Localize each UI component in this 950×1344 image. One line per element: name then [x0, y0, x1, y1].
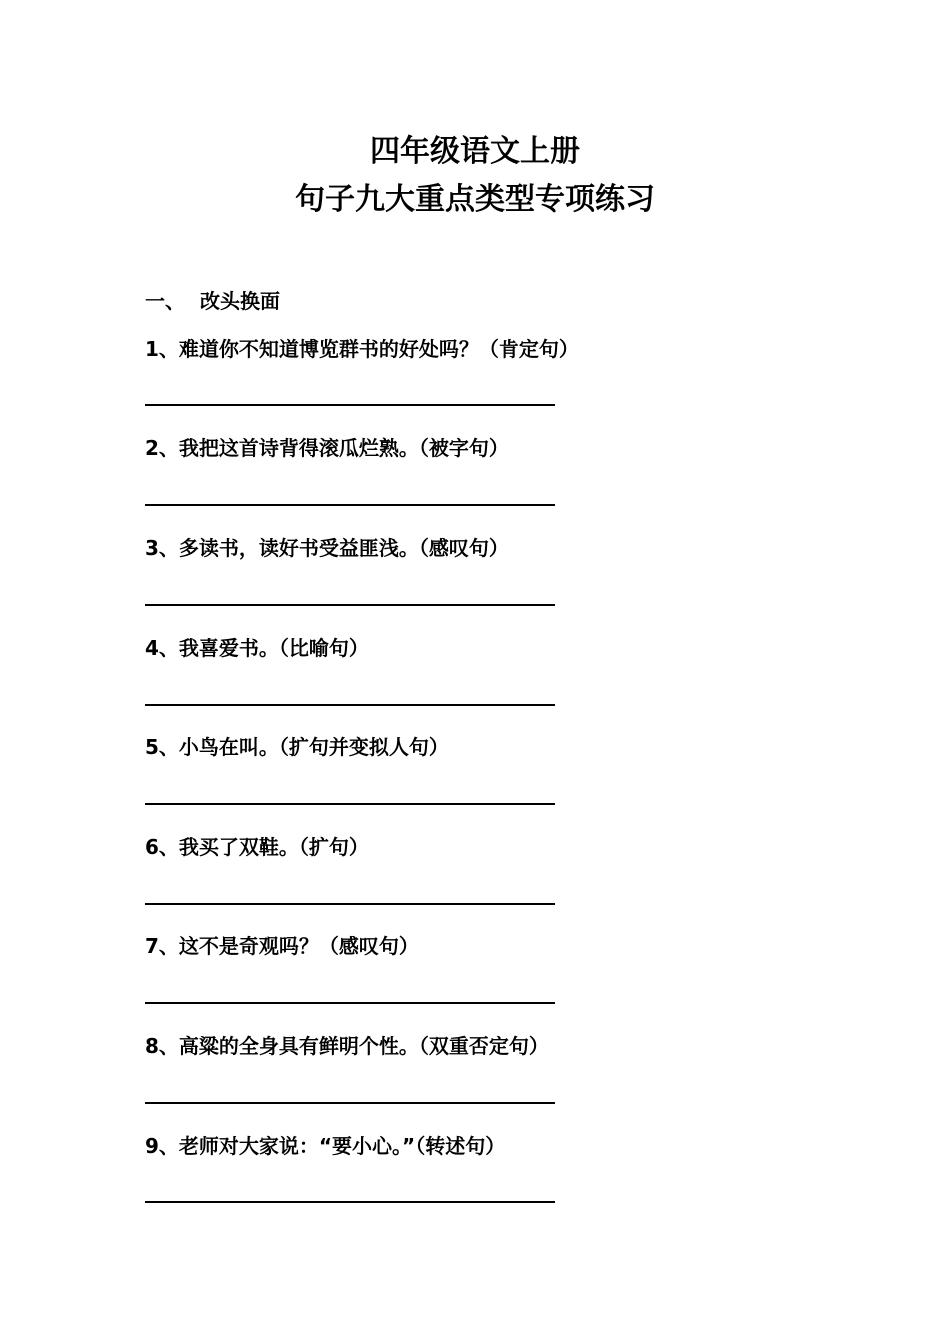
question-1: 1、难道你不知道博览群书的好处吗？（肯定句）: [145, 337, 579, 361]
answer-line-4[interactable]: [145, 704, 555, 706]
question-7: 7、这不是奇观吗？（感叹句）: [145, 934, 419, 958]
answer-line-8[interactable]: [145, 1102, 555, 1104]
answer-line-9[interactable]: [145, 1201, 555, 1203]
question-2: 2、我把这首诗背得滚瓜烂熟。（被字句）: [145, 436, 509, 460]
question-3: 3、多读书，读好书受益匪浅。（感叹句）: [145, 536, 509, 560]
question-6: 6、我买了双鞋。（扩句）: [145, 835, 369, 859]
answer-line-2[interactable]: [145, 504, 555, 506]
answer-line-1[interactable]: [145, 404, 555, 406]
page-subtitle: 句子九大重点类型专项练习: [295, 182, 655, 217]
question-4: 4、我喜爱书。（比喻句）: [145, 636, 369, 660]
answer-line-6[interactable]: [145, 903, 555, 905]
answer-line-5[interactable]: [145, 803, 555, 805]
section-number: 一、: [145, 289, 185, 313]
question-5: 5、小鸟在叫。（扩句并变拟人句）: [145, 735, 449, 759]
section-title: 改头换面: [200, 289, 280, 313]
page-title: 四年级语文上册: [370, 134, 580, 169]
answer-line-7[interactable]: [145, 1002, 555, 1004]
answer-line-3[interactable]: [145, 604, 555, 606]
question-8: 8、高粱的全身具有鲜明个性。（双重否定句）: [145, 1034, 549, 1058]
question-9: 9、老师对大家说：“要小心。”（转述句）: [145, 1134, 506, 1158]
section-heading: [145, 286, 280, 316]
